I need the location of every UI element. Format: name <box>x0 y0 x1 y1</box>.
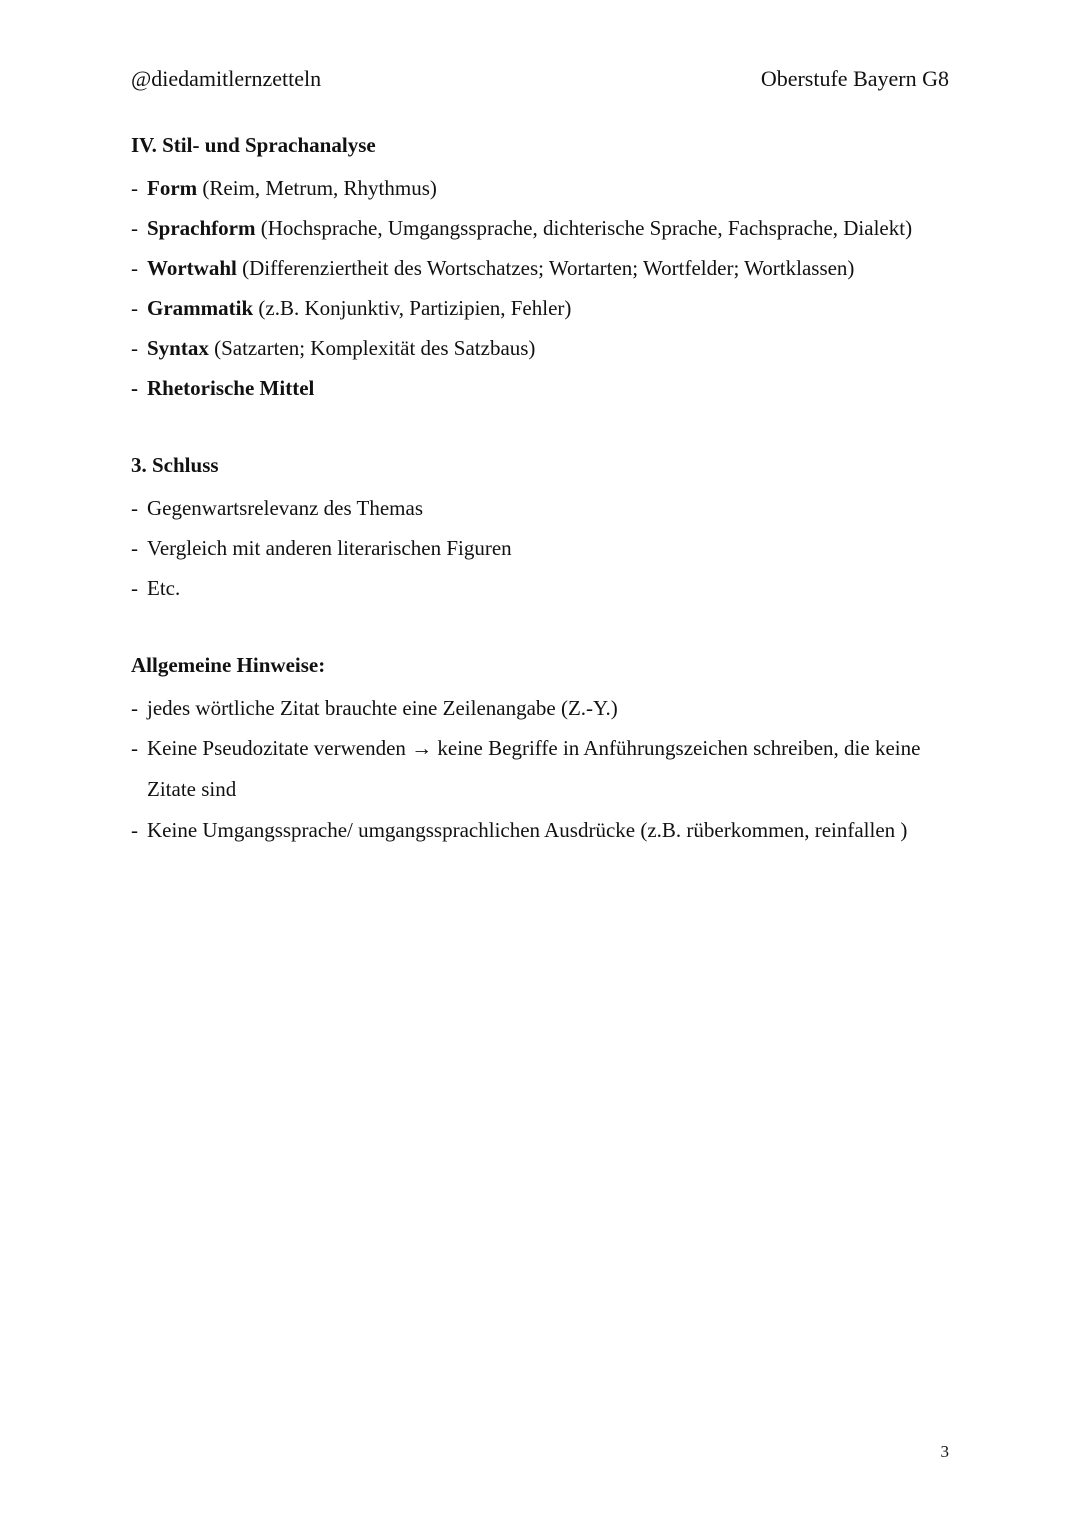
item-text: (Reim, Metrum, Rhythmus) <box>197 176 437 200</box>
list-item <box>131 488 961 528</box>
section-heading: Allgemeine Hinweise: <box>131 653 326 677</box>
item-keyword: Wortwahl <box>147 256 237 280</box>
list-item <box>131 568 961 608</box>
item-text: (Satzarten; Komplexität des Satzbaus) <box>208 336 536 360</box>
document-body <box>131 128 961 850</box>
item-text: Keine Pseudozitate verwenden → keine Begriffe in Anführungszeichen schreiben, die keine Zitate sind <box>147 736 921 801</box>
bullet-dash: - <box>131 376 138 400</box>
list-item <box>131 728 961 810</box>
bullet-dash: - <box>131 216 138 240</box>
section-heading: 3. Schluss <box>131 453 219 477</box>
bullet-dash: - <box>131 256 138 280</box>
list-item <box>131 248 961 288</box>
item-text: Vergleich mit anderen literarischen Figuren <box>147 536 512 560</box>
list-item <box>131 328 961 368</box>
section-stil-sprachanalyse <box>131 128 961 408</box>
list-item <box>131 208 961 248</box>
item-keyword: Form <box>147 176 198 200</box>
item-keyword: Syntax <box>147 336 209 360</box>
page-number: 3 <box>940 1442 949 1461</box>
item-text: Gegenwartsrelevanz des Themas <box>147 496 423 520</box>
bullet-dash: - <box>131 576 138 600</box>
bullet-dash: - <box>131 176 138 200</box>
item-text: jedes wörtliche Zitat brauchte eine Zeilenangabe (Z.-Y.) <box>147 696 618 720</box>
item-keyword: Sprachform <box>147 216 256 240</box>
list-item <box>131 168 961 208</box>
list-item <box>131 810 961 850</box>
bullet-dash: - <box>131 696 138 720</box>
header-handle: @diedamitlernzetteln <box>131 66 322 91</box>
section-heading: IV. Stil- und Sprachanalyse <box>131 133 376 157</box>
item-text: Keine Umgangssprache/ umgangssprachlichen Ausdrücke (z.B. rüberkommen, reinfallen ) <box>147 818 908 842</box>
bullet-dash: - <box>131 296 138 320</box>
section-allgemeine-hinweise <box>131 648 961 850</box>
item-text: (Hochsprache, Umgangssprache, dichterische Sprache, Fachsprache, Dialekt) <box>255 216 913 240</box>
list-item <box>131 528 961 568</box>
bullet-dash: - <box>131 736 138 760</box>
page-header <box>131 62 949 96</box>
list-item <box>131 368 961 408</box>
bullet-dash: - <box>131 818 138 842</box>
item-keyword: Grammatik <box>147 296 254 320</box>
header-course: Oberstufe Bayern G8 <box>760 66 949 91</box>
list-item <box>131 288 961 328</box>
item-text: Etc. <box>147 576 181 600</box>
bullet-dash: - <box>131 336 138 360</box>
item-text: (z.B. Konjunktiv, Partizipien, Fehler) <box>253 296 572 320</box>
item-keyword: Rhetorische Mittel <box>147 376 315 400</box>
item-text: (Differenziertheit des Wortschatzes; Wortarten; Wortfelder; Wortklassen) <box>236 256 855 280</box>
bullet-dash: - <box>131 536 138 560</box>
bullet-dash: - <box>131 496 138 520</box>
section-schluss <box>131 448 961 608</box>
list-item <box>131 688 961 728</box>
